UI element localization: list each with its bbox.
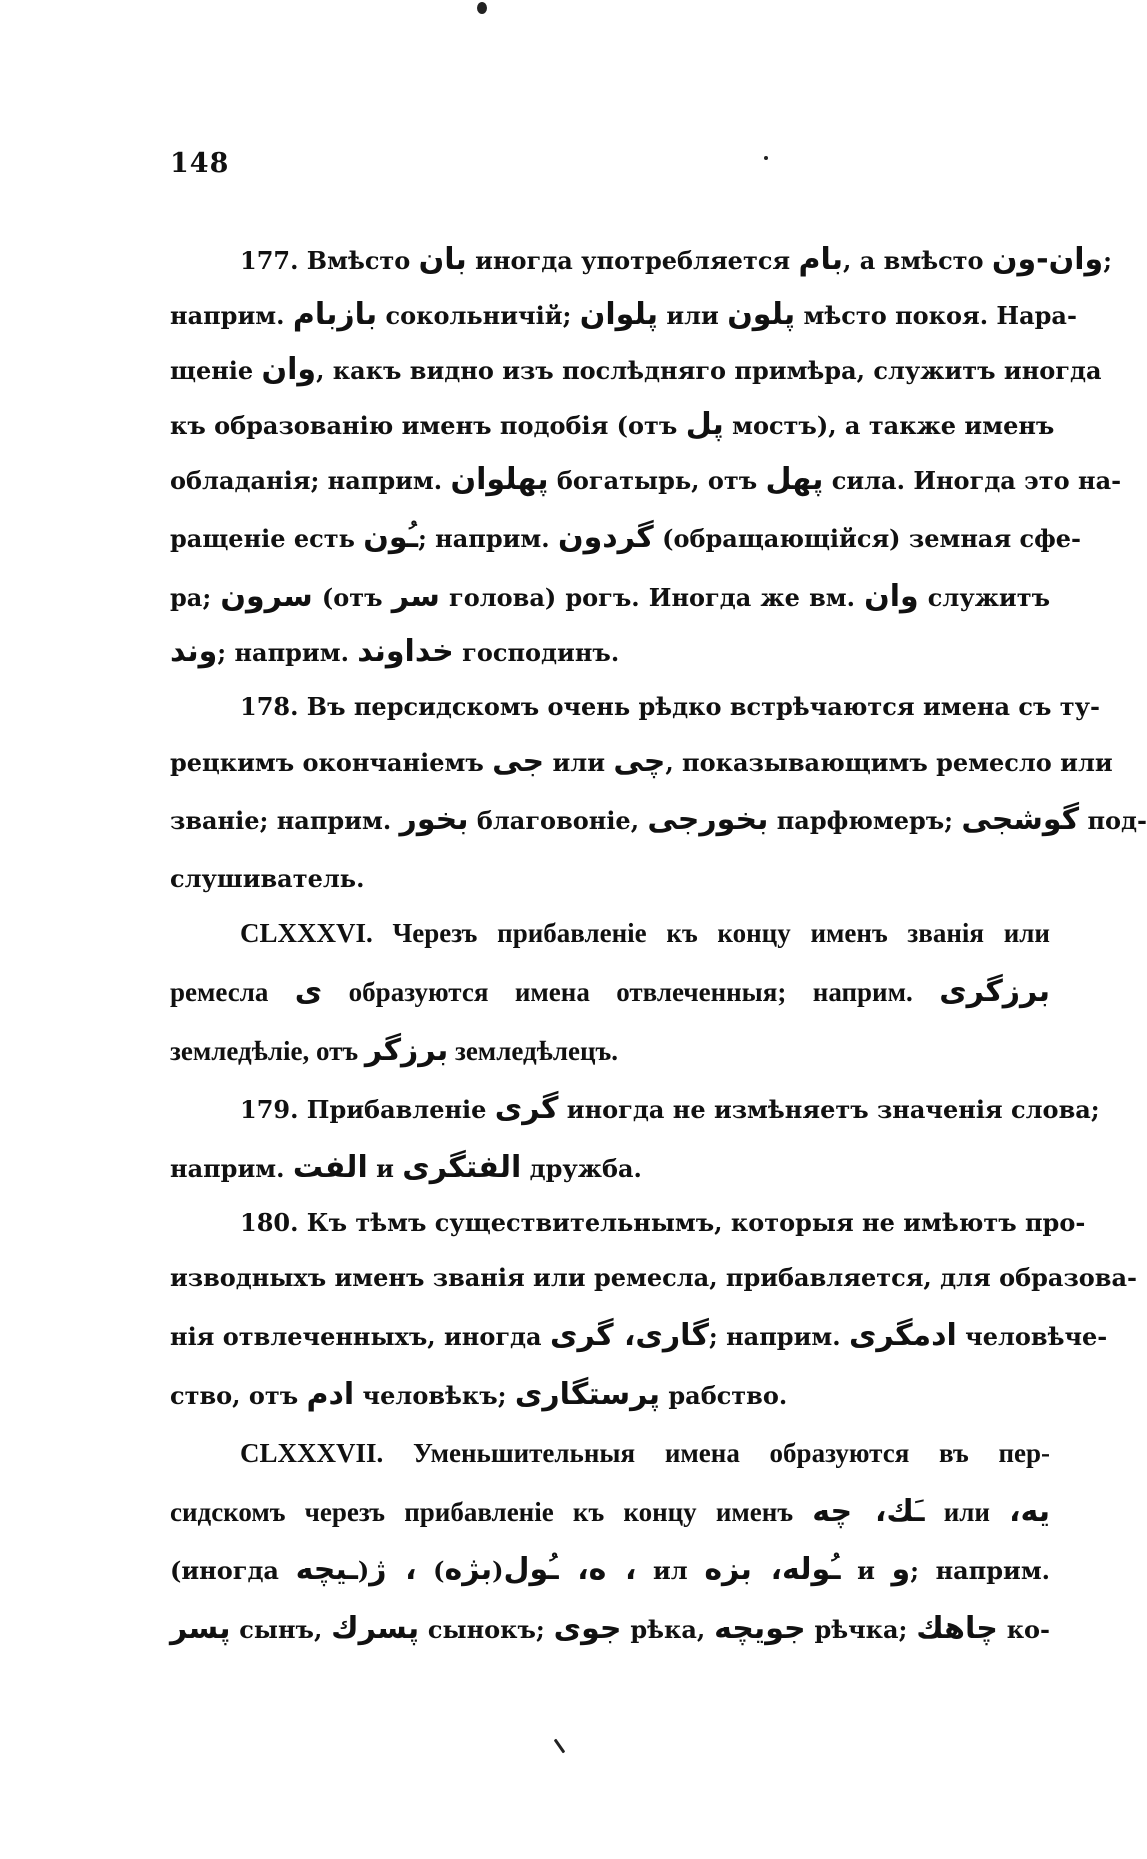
text-line: слушиватель. [170, 864, 365, 893]
text-line: (иногда ـيچه)، ژ (بژه)، ه، ـُول ил ـُوله، بزه и و; наприм. [170, 1552, 1051, 1587]
text-line: 178. Въ персидскомъ очень рѣдко встрѣчаются имена съ ту- [240, 692, 1100, 721]
persian-word: بان [418, 242, 467, 277]
text-line: ство, отъ ادم человѣкъ; پرستگاری рабство. [170, 1377, 788, 1412]
persian-word: پسرك [331, 1611, 420, 1646]
persian-word: بام [798, 242, 844, 277]
persian-word: پرستگاری [514, 1377, 660, 1412]
print-speck [554, 1739, 566, 1754]
persian-word: جویچه [714, 1611, 806, 1646]
text-line: наприм. بازبام сокольничій; پلوان или پلون мѣсто покоя. Нара- [170, 297, 1077, 332]
persian-word: الفتگری [402, 1150, 522, 1185]
text-line: щеніе وان, какъ видно изъ послѣдняго примѣра, служитъ иногда [170, 352, 1102, 387]
persian-word: وان [261, 352, 317, 387]
persian-word: گوشجی [961, 802, 1080, 837]
persian-word: برزگری [939, 974, 1050, 1009]
persian-word: وان-ون [991, 242, 1104, 277]
persian-word: ـُوله، بزه [704, 1552, 841, 1587]
text-line: پسر сынъ, پسرك сынокъ; جوی рѣка, جویچه рѣчка; چاهك ко- [170, 1611, 1051, 1646]
persian-word: بخورجی [647, 802, 769, 837]
text-line: CLXXXVI. Черезъ прибавленіе къ концу именъ званія или [240, 918, 1050, 948]
persian-word: بژه [444, 1552, 493, 1587]
text-line: 177. Вмѣсто بان иногда употребляется بام, а вмѣсто وان-ون; [240, 242, 1113, 277]
text-line: изводныхъ именъ званія или ремесла, прибавляется, для образова- [170, 1263, 1137, 1292]
print-speck [477, 2, 487, 14]
persian-word: ـيچه [295, 1552, 358, 1587]
text-line: земледѣліе, отъ برزگر земледѣлецъ. [170, 1033, 619, 1068]
persian-word: برزگر [364, 1033, 449, 1068]
persian-word: یه، [1009, 1494, 1051, 1529]
persian-word: سرون [220, 579, 313, 614]
text-line: 180. Къ тѣмъ существительнымъ, которыя не имѣютъ про- [240, 1208, 1086, 1237]
text-line: وند; наприм. خداوند господинъ. [170, 634, 620, 669]
persian-word: ـُون [363, 520, 418, 555]
persian-word: بازبام [292, 297, 378, 332]
persian-word: پسر [170, 1611, 231, 1646]
text-line: наприм. الفت и الفتگری дружба. [170, 1150, 642, 1185]
text-line: нія отвлеченныхъ, иногда گاری، گری; наприм. ادمگری человѣче- [170, 1318, 1108, 1353]
text-line: 179. Прибавленіе گری иногда не измѣняетъ значенія слова; [240, 1091, 1100, 1126]
text-line: обладанія; наприм. پهلوان богатырь, отъ پهل сила. Иногда это на- [170, 462, 1122, 497]
persian-word: وند [170, 634, 218, 669]
persian-word: پلوان [579, 297, 658, 332]
persian-word: ، ه، ـُول [503, 1552, 637, 1587]
persian-word: ، ژ [369, 1552, 417, 1587]
persian-word: پهل [765, 462, 824, 497]
persian-word: پل [685, 407, 724, 442]
persian-word: گردون [558, 520, 654, 555]
page-number: 148 [170, 148, 230, 179]
persian-word: خداوند [357, 634, 454, 669]
persian-word: ی [294, 974, 323, 1009]
text-line: званіе; наприм. بخور благовоніе, بخورجی парфюмеръ; گوشجی под- [170, 802, 1147, 837]
persian-word: گاری، گری [549, 1318, 709, 1353]
persian-word: الفت [292, 1150, 368, 1185]
text-line: сидскомъ черезъ прибавленіе къ концу именъ ـَك، چه или یه، [170, 1494, 1051, 1529]
persian-word: پهلوان [450, 462, 549, 497]
persian-word: وان [864, 579, 919, 614]
persian-word: ادمگری [848, 1318, 957, 1353]
persian-word: پلون [727, 297, 796, 332]
persian-word: جوی [553, 1611, 622, 1646]
text-line: ра; سرون (отъ سر голова) рогъ. Иногда же вм. وان служитъ [170, 579, 1051, 614]
text-line: ремесла ی образуются имена отвлеченныя; наприм. برزگری [170, 974, 1050, 1009]
persian-word: چاهك [916, 1611, 998, 1646]
persian-word: و [891, 1552, 911, 1587]
persian-word: گری [494, 1091, 559, 1126]
persian-word: ادم [306, 1377, 355, 1412]
text-line: CLXXXVII. Уменьшительныя имена образуются въ пер- [240, 1438, 1050, 1468]
persian-word: جی [492, 744, 545, 779]
persian-word: چی [613, 744, 666, 779]
persian-word: بخور [399, 802, 469, 837]
print-speck [764, 156, 768, 160]
text-line: ращеніе есть ـُون; наприм. گردون (обращающійся) земная сфе- [170, 520, 1082, 555]
body-text [170, 232, 1147, 1656]
persian-word: ـَك، چه [812, 1494, 925, 1529]
persian-word: سر [391, 579, 440, 614]
text-line: рецкимъ окончаніемъ جی или چی, показывающимъ ремесло или [170, 744, 1113, 779]
text-line: къ образованію именъ подобія (отъ پل мостъ), а также именъ [170, 407, 1055, 442]
